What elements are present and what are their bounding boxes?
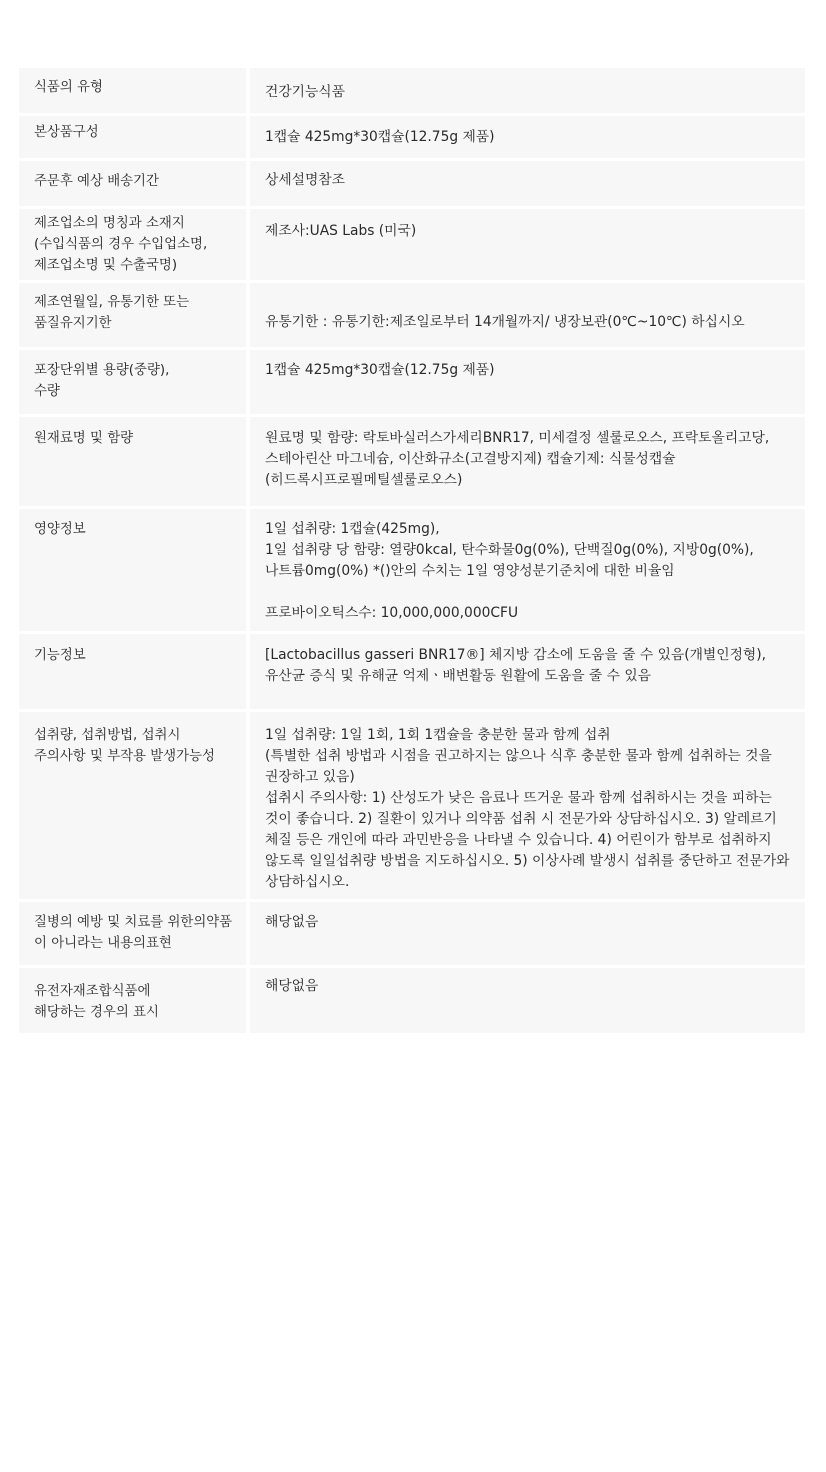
table-row xyxy=(19,68,805,113)
table-row xyxy=(19,509,805,631)
row-label-not-medicine: 질병의 예방 및 치료를 위한의약품 이 아니라는 내용의표현 xyxy=(19,902,246,965)
row-label-gmo: 유전자재조합식품에 해당하는 경우의 표시 xyxy=(19,968,246,1033)
product-info-table xyxy=(19,68,805,1036)
table-row xyxy=(19,209,805,280)
table-row xyxy=(19,634,805,709)
table-row xyxy=(19,902,805,965)
table-row xyxy=(19,283,805,347)
row-label-package-capacity: 포장단위별 용량(중량), 수량 xyxy=(19,350,246,414)
table-row xyxy=(19,350,805,414)
table-row xyxy=(19,712,805,899)
row-value-package-capacity: 1캡슐 425mg*30캡슐(12.75g 제품) xyxy=(250,350,805,414)
table-row xyxy=(19,116,805,158)
row-label-nutrition: 영양정보 xyxy=(19,509,246,631)
row-label-intake-caution: 섭취량, 섭취방법, 섭취시 주의사항 및 부작용 발생가능성 xyxy=(19,712,246,899)
row-value-food-type: 건강기능식품 xyxy=(250,68,805,113)
row-value-delivery-period: 상세설명참조 xyxy=(250,161,805,206)
row-value-not-medicine: 해당없음 xyxy=(250,902,805,965)
table-row xyxy=(19,417,805,506)
row-value-expiry: 유통기한 : 유통기한:제조일로부터 14개월까지/ 냉장보관(0℃~10℃) 하십시오 xyxy=(250,283,805,347)
row-label-ingredients: 원재료명 및 함량 xyxy=(19,417,246,506)
row-label-manufacturer: 제조업소의 명칭과 소재지 (수입식품의 경우 수입업소명, 제조업소명 및 수출국명) xyxy=(19,209,246,280)
row-label-function: 기능정보 xyxy=(19,634,246,709)
row-value-function: [Lactobacillus gasseri BNR17®] 체지방 감소에 도움을 줄 수 있음(개별인정형), 유산균 증식 및 유해균 억제ㆍ배변활동 원활에 도움을 줄 수 있음 xyxy=(250,634,805,709)
row-label-composition: 본상품구성 xyxy=(19,116,246,158)
row-value-gmo: 해당없음 xyxy=(250,968,805,1033)
table-row xyxy=(19,968,805,1033)
row-value-manufacturer: 제조사:UAS Labs (미국) xyxy=(250,209,805,280)
row-value-ingredients: 원료명 및 함량: 락토바실러스가세리BNR17, 미세결정 셀룰로오스, 프락토올리고당, 스테아린산 마그네슘, 이산화규소(고결방지제) 캡슐기제: 식물성캡슐(히드록시프로필메틸셀룰로오스) xyxy=(250,417,805,506)
row-label-delivery-period: 주문후 예상 배송기간 xyxy=(19,161,246,206)
table-row xyxy=(19,161,805,206)
row-label-expiry: 제조연월일, 유통기한 또는 품질유지기한 xyxy=(19,283,246,347)
row-value-intake-caution: 1일 섭취량: 1일 1회, 1회 1캡슐을 충분한 물과 함께 섭취 (특별한 섭취 방법과 시점을 권고하지는 않으나 식후 충분한 물과 함께 섭취하는 것을 권장하고 있음) 섭취시 주의사항: 1) 산성도가 낮은 음료나 뜨거운 물과 함께 섭취하시는 것을 피하는 것이 좋습니다. 2) 질환이 있거나 의약품 섭취 시 전문가와 상담하십시오. 3) 알레르기 체질 등은 개인에 따라 과민반응을 나타낼 수 있습니다. 4) 어린이가 함부로 섭취하지 않도록 일일섭취량 방법을 지도하십시오. 5) 이상사례 발생시 섭취를 중단하고 전문가와 상담하십시오. xyxy=(250,712,805,899)
row-label-food-type: 식품의 유형 xyxy=(19,68,246,113)
row-value-nutrition: 1일 섭취량: 1캡슐(425mg), 1일 섭취량 당 함량: 열량0kcal, 탄수화물0g(0%), 단백질0g(0%), 지방0g(0%), 나트륨0mg(0%) *()안의 수치는 1일 영양성분기준치에 대한 비율임 프로바이오틱스수: 10,000,000,000CFU xyxy=(250,509,805,631)
row-value-composition: 1캡슐 425mg*30캡슐(12.75g 제품) xyxy=(250,116,805,158)
